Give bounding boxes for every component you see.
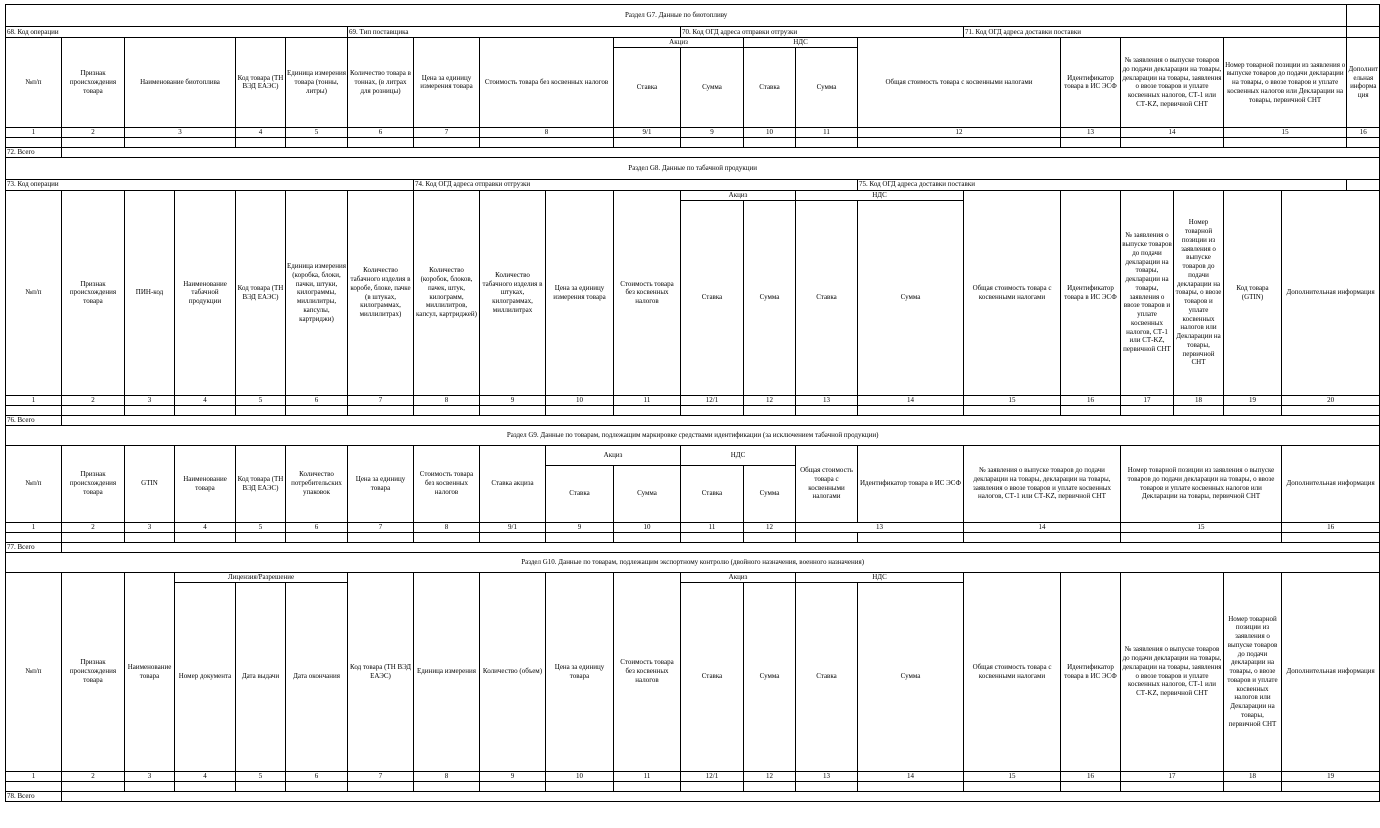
g10-col-number: №п/п (6, 572, 62, 771)
g7-col-vat-rate: Ставка (744, 47, 796, 127)
g7-group-excise: Акциз (614, 38, 744, 48)
g8-info-row (6, 179, 1380, 190)
g7-operation-code: 68. Код операции (6, 27, 348, 38)
g9-col-origin: Признак происхождения товара (62, 445, 125, 522)
g8-col-vat-rate: Ставка (796, 200, 858, 395)
g7-col-cost-no-tax: Стоимость товара без косвенных налогов (480, 38, 614, 128)
g10-total-label: 78. Всего (6, 791, 62, 801)
g10-header-group-row (6, 572, 1380, 582)
g7-num-cell: 6 (348, 127, 414, 137)
g8-num-cell: 8 (414, 395, 480, 405)
g7-data-row (6, 137, 1380, 147)
g7-num-cell: 3 (125, 127, 236, 137)
g9-num-cell: 12 (744, 522, 796, 532)
g10-col-origin: Признак происхождения товара (62, 572, 125, 771)
g10-col-additional: Дополнительная информация (1282, 572, 1380, 771)
g8-col-esf-id: Идентификатор товара в ИС ЭСФ (1061, 190, 1121, 395)
g7-num-cell: 13 (1061, 127, 1121, 137)
g8-num-cell: 16 (1061, 395, 1121, 405)
g7-col-excise-rate: Ставка (614, 47, 681, 127)
g10-col-issue-date: Дата выдачи (236, 582, 286, 771)
g10-col-excise-sum: Сумма (744, 582, 796, 771)
g7-col-origin: Признак происхождения товара (62, 38, 125, 128)
g7-col-declaration-no: № заявления о выпуске товаров до подачи декларации на товары, декларации на товары, заявления о ввозе товаров и уплате косвенных налогов, СТ-1 или СТ-KZ, первичной СНТ (1121, 38, 1224, 128)
g8-num-cell: 10 (546, 395, 614, 405)
g10-num-cell: 12 (744, 771, 796, 781)
g8-ship-from-code: 74. Код ОГД адреса отправки отгрузки (414, 179, 858, 190)
g7-num-cell: 4 (236, 127, 286, 137)
g8-num-cell: 1 (6, 395, 62, 405)
g7-col-item-position: Номер товарной позиции из заявления о выпуске товаров до подачи декларации на товары, о ввозе товаров и уплате косвенных налогов или Декларации на товары, первичной СНТ (1224, 38, 1347, 128)
g8-num-cell: 6 (286, 395, 348, 405)
g8-num-cell: 11 (614, 395, 681, 405)
g8-col-total-cost: Общая стоимость товара с косвенными налогами (964, 190, 1061, 395)
g8-col-qty-in-pack: Количество табачного изделия в коробе, блоке, пачке (в штуках, килограммах, миллилитрах) (348, 190, 414, 395)
g10-num-cell: 8 (414, 771, 480, 781)
g10-group-excise: Акциз (681, 572, 796, 582)
g9-num-cell: 2 (62, 522, 125, 532)
g10-num-cell: 6 (286, 771, 348, 781)
g8-num-cell: 7 (348, 395, 414, 405)
g10-num-cell: 3 (125, 771, 175, 781)
g7-num-cell: 9/1 (614, 127, 681, 137)
g9-col-number: №п/п (6, 445, 62, 522)
g7-num-cell: 9 (681, 127, 744, 137)
g10-num-cell: 1 (6, 771, 62, 781)
g9-num-cell: 4 (175, 522, 236, 532)
g8-group-excise: Акциз (681, 190, 796, 200)
g10-num-cell: 18 (1224, 771, 1282, 781)
g8-group-vat: НДС (796, 190, 964, 200)
g10-num-cell: 11 (614, 771, 681, 781)
g9-total-row (6, 542, 1380, 552)
g8-total-value (62, 415, 1380, 425)
g8-num-cell: 4 (175, 395, 236, 405)
g10-total-row (6, 791, 1380, 801)
g8-total-row (6, 415, 1380, 425)
g8-num-cell: 2 (62, 395, 125, 405)
g8-col-qty-units: Количество табачного изделия в штуках, килограммах, миллилитрах (480, 190, 546, 395)
g10-num-cell: 17 (1121, 771, 1224, 781)
g7-ship-to-code: 71. Код ОГД адреса доставки поставки (964, 27, 1347, 38)
g9-number-row (6, 522, 1380, 532)
g7-col-excise-sum: Сумма (681, 47, 744, 127)
g10-num-cell: 7 (348, 771, 414, 781)
g10-col-vat-sum: Сумма (858, 582, 964, 771)
g9-col-cost-no-tax: Стоимость товара без косвенных налогов (414, 445, 480, 522)
g9-col-product-name: Наименование товара (175, 445, 236, 522)
g9-num-cell: 5 (236, 522, 286, 532)
g9-num-cell: 10 (614, 522, 681, 532)
g8-num-cell: 3 (125, 395, 175, 405)
g10-num-cell: 2 (62, 771, 125, 781)
g8-col-unit-price: Цена за единицу измерения товара (546, 190, 614, 395)
g7-total-row (6, 147, 1380, 157)
g8-col-gtin: Код товара (GTIN) (1224, 190, 1282, 395)
g10-num-cell: 12/1 (681, 771, 744, 781)
g8-col-excise-rate: Ставка (681, 200, 744, 395)
g8-col-additional: Дополнительная информация (1282, 190, 1380, 395)
g7-num-cell: 8 (480, 127, 614, 137)
g7-col-unit-price: Цена за единицу измерения товара (414, 38, 480, 128)
g7-num-cell: 10 (744, 127, 796, 137)
g8-num-cell: 17 (1121, 395, 1174, 405)
g7-supplier-type: 69. Тип поставщика (348, 27, 681, 38)
form-sheet (5, 4, 1379, 802)
g10-col-license-number: Номер документа (175, 582, 236, 771)
g9-col-item-position: Номер товарной позиции из заявления о выпуске товаров до подачи декларации на товары, о ввозе товаров и уплате косвенных налогов или Декларации на товары, первичной СНТ (1121, 445, 1282, 522)
g7-info-corner (1347, 27, 1380, 38)
g8-num-cell: 9 (480, 395, 546, 405)
g7-col-number: №п/п (6, 38, 62, 128)
g8-col-cost-no-tax: Стоимость товара без косвенных налогов (614, 190, 681, 395)
g7-num-cell: 2 (62, 127, 125, 137)
g9-col-excise-rate-main: Ставка акциза (480, 445, 546, 522)
g8-col-hs-code: Код товара (ТН ВЭД ЕАЭС) (236, 190, 286, 395)
g9-header-group-row (6, 445, 1380, 465)
g7-total-value (62, 147, 1380, 157)
g8-col-unit: Единица измерения (коробка, блоки, пачки, штуки, килограммы, миллилитры, капсулы, картриджи) (286, 190, 348, 395)
g7-col-total-cost: Общая стоимость товара с косвенными налогами (858, 38, 1061, 128)
g9-num-cell: 3 (125, 522, 175, 532)
g10-col-unit: Единица измерения (414, 572, 480, 771)
g8-num-cell: 14 (858, 395, 964, 405)
g7-num-cell: 14 (1121, 127, 1224, 137)
g10-col-quantity: Количество (объем) (480, 572, 546, 771)
g7-num-cell: 5 (286, 127, 348, 137)
g9-num-cell: 1 (6, 522, 62, 532)
g9-col-total-cost: Общая стоимость товара с косвенными налогами (796, 445, 858, 522)
g9-col-esf-id: Идентификатор товара в ИС ЭСФ (858, 445, 964, 522)
g8-info-corner (1347, 179, 1380, 190)
g8-title: Раздел G8. Данные по табачной продукции (6, 157, 1380, 179)
g9-col-gtin: GTIN (125, 445, 175, 522)
g7-col-vat-sum: Сумма (796, 47, 858, 127)
g7-col-hs-code: Код товара (ТН ВЭД ЕАЭС) (236, 38, 286, 128)
g7-title-row (6, 5, 1380, 27)
g10-group-vat: НДС (796, 572, 964, 582)
g9-total-value (62, 542, 1380, 552)
g9-num-cell: 7 (348, 522, 414, 532)
g9-num-cell: 15 (1121, 522, 1282, 532)
g9-num-cell: 6 (286, 522, 348, 532)
g10-col-cost-no-tax: Стоимость товара без косвенных налогов (614, 572, 681, 771)
g10-title: Раздел G10. Данные по товарам, подлежащим экспортному контролю (двойного назначения, военного назначения) (6, 552, 1380, 572)
g10-col-product-name: Наименование товара (125, 572, 175, 771)
g7-num-cell: 7 (414, 127, 480, 137)
g9-num-cell: 9 (546, 522, 614, 532)
g9-title-row (6, 425, 1380, 445)
g8-num-cell: 20 (1282, 395, 1380, 405)
g10-col-vat-rate: Ставка (796, 582, 858, 771)
g10-group-license: Лицензия/Разрешение (175, 572, 348, 582)
g8-num-cell: 13 (796, 395, 858, 405)
g9-num-cell: 16 (1282, 522, 1380, 532)
g7-num-cell: 12 (858, 127, 1061, 137)
g9-col-vat-sum: Сумма (744, 465, 796, 522)
g8-title-row (6, 157, 1380, 179)
g7-col-esf-id: Идентификатор товара в ИС ЭСФ (1061, 38, 1121, 128)
g10-num-cell: 10 (546, 771, 614, 781)
g9-col-vat-rate: Ставка (681, 465, 744, 522)
g8-operation-code: 73. Код операции (6, 179, 414, 190)
g10-total-value (62, 791, 1380, 801)
g7-number-row (6, 127, 1380, 137)
g7-title-corner (1347, 5, 1380, 27)
g10-num-cell: 19 (1282, 771, 1380, 781)
g9-num-cell: 11 (681, 522, 744, 532)
g10-col-hs-code: Код товара (ТН ВЭД ЕАЭС) (348, 572, 414, 771)
g8-col-product-name: Наименование табачной продукции (175, 190, 236, 395)
g10-num-cell: 13 (796, 771, 858, 781)
g7-col-additional: Дополнительная информация (1347, 38, 1380, 128)
g8-ship-to-code: 75. Код ОГД адреса доставки поставки (858, 179, 1347, 190)
g10-col-item-position: Номер товарной позиции из заявления о выпуске товаров до подачи декларации на товары, о ввозе товаров и уплате косвенных налогов или Декларации на товары, первичной СНТ (1224, 572, 1282, 771)
g10-num-cell: 15 (964, 771, 1061, 781)
g10-num-cell: 9 (480, 771, 546, 781)
g10-number-row (6, 771, 1380, 781)
g9-col-consumer-packs: Количество потребительских упаковок (286, 445, 348, 522)
g10-col-total-cost: Общая стоимость товара с косвенными налогами (964, 572, 1061, 771)
g9-total-label: 77. Всего (6, 542, 62, 552)
g8-col-origin: Признак происхождения товара (62, 190, 125, 395)
g9-num-cell: 8 (414, 522, 480, 532)
g8-col-declaration-no: № заявления о выпуске товаров до подачи декларации на товары, декларации на товары, заявления о ввозе товаров и уплате косвенных налогов, СТ-1 или СТ-KZ, первичной СНТ (1121, 190, 1174, 395)
g9-group-vat: НДС (681, 445, 796, 465)
g8-col-vat-sum: Сумма (858, 200, 964, 395)
g7-total-label: 72. Всего (6, 147, 62, 157)
g9-data-row (6, 532, 1380, 542)
g9-title: Раздел G9. Данные по товарам, подлежащим маркировке средствами идентификации (за исключением табачной продукции) (6, 425, 1380, 445)
g10-num-cell: 14 (858, 771, 964, 781)
g9-group-excise: Акциз (546, 445, 681, 465)
g7-num-cell: 16 (1347, 127, 1380, 137)
g8-num-cell: 5 (236, 395, 286, 405)
g10-title-row (6, 552, 1380, 572)
g8-col-excise-sum: Сумма (744, 200, 796, 395)
section-tables (5, 4, 1380, 802)
g10-col-declaration-no: № заявления о выпуске товаров до подачи декларации на товары, декларации на товары, заявления о ввозе товаров и уплате косвенных налогов, СТ-1 или СТ-KZ, первичной СНТ (1121, 572, 1224, 771)
g7-group-vat: НДС (744, 38, 858, 48)
g8-header-group-row (6, 190, 1380, 200)
g7-info-row (6, 27, 1380, 38)
g7-header-group-row (6, 38, 1380, 48)
g7-col-biofuel-name: Наименование биотоплива (125, 38, 236, 128)
g9-col-hs-code: Код товара (ТН ВЭД ЕАЭС) (236, 445, 286, 522)
g10-col-esf-id: Идентификатор товара в ИС ЭСФ (1061, 572, 1121, 771)
g10-num-cell: 5 (236, 771, 286, 781)
g8-total-label: 76. Всего (6, 415, 62, 425)
g7-num-cell: 1 (6, 127, 62, 137)
g10-num-cell: 16 (1061, 771, 1121, 781)
g9-num-cell: 13 (796, 522, 964, 532)
g8-num-cell: 15 (964, 395, 1061, 405)
g9-col-additional: Дополнительная информация (1282, 445, 1380, 522)
g7-num-cell: 15 (1224, 127, 1347, 137)
g10-col-unit-price: Цена за единицу товара (546, 572, 614, 771)
g8-data-row (6, 405, 1380, 415)
g8-col-number: №п/п (6, 190, 62, 395)
g10-num-cell: 4 (175, 771, 236, 781)
g8-num-cell: 19 (1224, 395, 1282, 405)
g9-col-declaration-no: № заявления о выпуске товаров до подачи декларации на товары, декларации на товары, заявления о ввозе товаров и уплате косвенных налогов, СТ-1 или СТ-KZ, первичной СНТ (964, 445, 1121, 522)
g9-col-unit-price: Цена за единицу товара (348, 445, 414, 522)
g7-num-cell: 11 (796, 127, 858, 137)
g8-col-item-position: Номер товарной позиции из заявления о выпуске товаров до подачи декларации на товары, о ввозе товаров и уплате косвенных налогов или Декларации на товары, первичной СНТ (1174, 190, 1224, 395)
g8-number-row (6, 395, 1380, 405)
g10-col-expiry-date: Дата окончания (286, 582, 348, 771)
g9-num-cell: 14 (964, 522, 1121, 532)
g8-num-cell: 18 (1174, 395, 1224, 405)
g8-num-cell: 12/1 (681, 395, 744, 405)
g7-ship-from-code: 70. Код ОГД адреса отправки отгрузки (681, 27, 964, 38)
g9-col-excise-rate: Ставка (546, 465, 614, 522)
g7-col-unit: Единица измерения товара (тонны, литры) (286, 38, 348, 128)
g8-num-cell: 12 (744, 395, 796, 405)
g9-num-cell: 9/1 (480, 522, 546, 532)
g7-col-quantity: Количество товара в тоннах, (в литрах для розницы) (348, 38, 414, 128)
g9-col-excise-sum: Сумма (614, 465, 681, 522)
g10-data-row (6, 781, 1380, 791)
g7-title: Раздел G7. Данные по биотопливу (6, 5, 1347, 27)
g8-col-pin: ПИН-код (125, 190, 175, 395)
g10-col-excise-rate: Ставка (681, 582, 744, 771)
g8-col-qty-packs: Количество (коробок, блоков, пачек, штук, килограмм, миллилитров, капсул, картриджей) (414, 190, 480, 395)
